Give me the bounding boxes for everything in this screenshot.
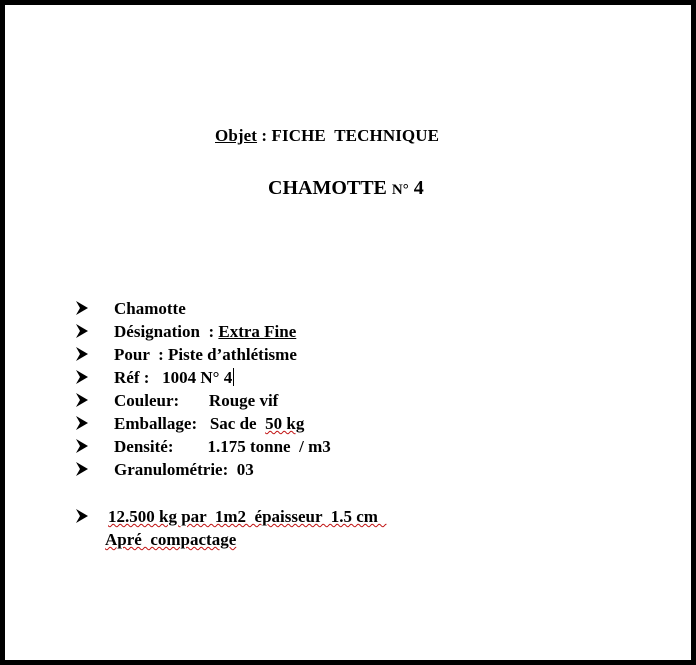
subject-value: FICHE TECHNIQUE xyxy=(271,126,440,145)
subject-line xyxy=(215,126,439,146)
document-title xyxy=(268,177,424,200)
arrowhead-bullet-icon xyxy=(75,323,89,339)
item-label: Granulométrie: 03 xyxy=(114,460,254,479)
item-label: Désignation : xyxy=(114,322,219,341)
arrowhead-bullet-icon xyxy=(75,461,89,477)
arrowhead-bullet-icon xyxy=(75,369,89,385)
item-value: 50 kg xyxy=(265,414,305,433)
spec-list xyxy=(75,299,331,483)
text-caret xyxy=(233,368,234,386)
item-label: Emballage: Sac de xyxy=(114,414,266,433)
arrowhead-bullet-icon xyxy=(75,438,89,454)
item-label: Pour : Piste d’athlétisme xyxy=(114,345,297,364)
list-item xyxy=(75,368,233,391)
coverage-note-line2: Apré compactage xyxy=(105,530,237,549)
title-number: 4 xyxy=(408,177,424,199)
list-item xyxy=(75,391,279,414)
title-degree: N° xyxy=(391,182,409,198)
item-label: Couleur: Rouge vif xyxy=(114,391,279,410)
item-value: Extra Fine xyxy=(218,322,297,341)
subject-label: Objet xyxy=(215,126,258,145)
arrowhead-bullet-icon xyxy=(75,300,89,316)
arrowhead-bullet-icon xyxy=(75,346,89,362)
title-text: CHAMOTTE xyxy=(268,177,392,199)
list-item xyxy=(75,437,331,460)
coverage-note-line1: 12.500 kg par 1m2 épaisseur 1.5 cm xyxy=(108,507,387,526)
subject-separator: : xyxy=(257,126,272,145)
list-item xyxy=(75,345,297,368)
list-item xyxy=(75,414,305,437)
list-item xyxy=(75,322,297,345)
item-label: Réf : 1004 N° 4 xyxy=(114,368,233,387)
list-item xyxy=(75,460,254,483)
arrowhead-bullet-icon xyxy=(75,508,89,524)
list-item xyxy=(75,299,186,322)
arrowhead-bullet-icon xyxy=(75,392,89,408)
coverage-note xyxy=(75,507,387,607)
item-label: Densité: 1.175 tonne / m3 xyxy=(114,437,331,456)
item-label: Chamotte xyxy=(114,299,186,318)
arrowhead-bullet-icon xyxy=(75,415,89,431)
